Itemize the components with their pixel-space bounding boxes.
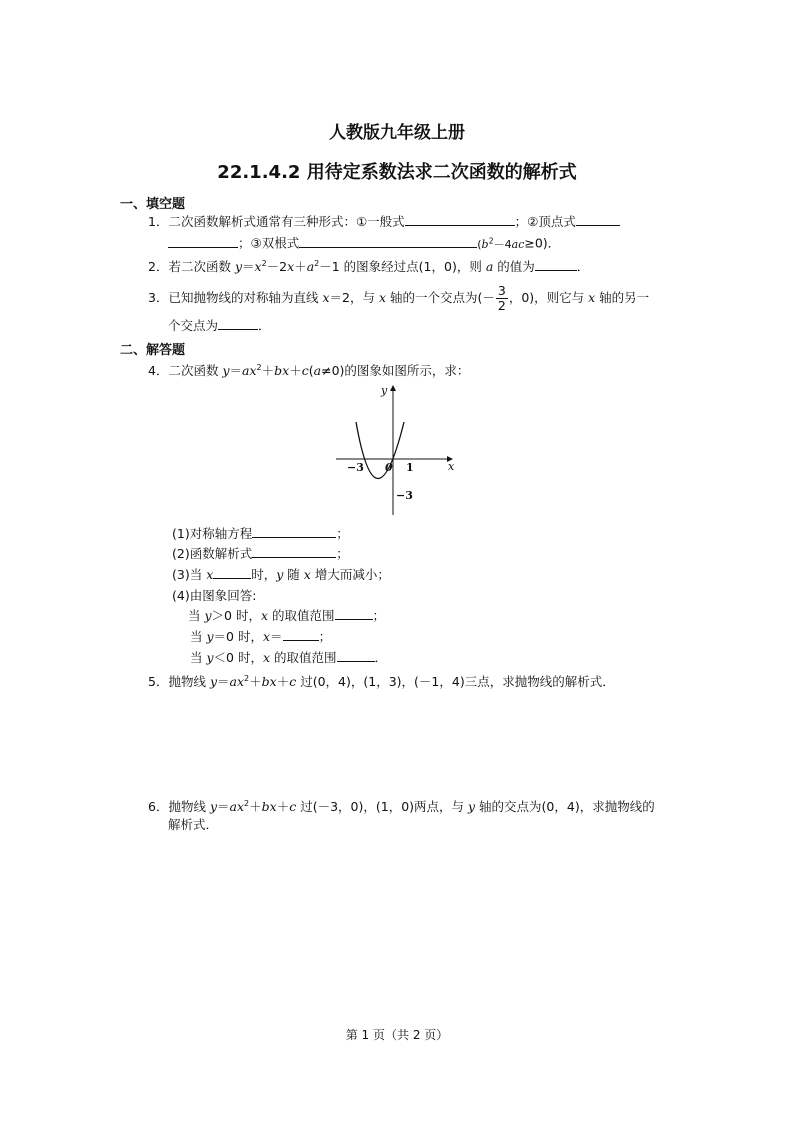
- q4-part-4: (4)由图象回答:: [172, 588, 257, 603]
- question-6-line-2: 解析式．: [168, 817, 219, 832]
- q4-part-3: (3)当 x 时，y 随 x 增大而减小；: [172, 567, 390, 582]
- question-1-line-2: ；③双根式 $(b^2-4ac\ge 0)$．: [168, 232, 560, 254]
- q4-part-2: (2)函数解析式 ；: [172, 546, 349, 561]
- q4-negative-range-blank[interactable]: [337, 649, 375, 662]
- question-4-stem: 4．二次函数 $y=ax^2+bx+c(a\ne 0)$的图象如图所示，求：: [148, 363, 470, 379]
- question-1-line-1: 1．二次函数解析式通常有三种形式：①一般式 ；②顶点式: [148, 213, 620, 231]
- q2-answer-blank[interactable]: [535, 258, 577, 271]
- section-fill-in-heading: 一、填空题: [120, 197, 186, 212]
- x-axis-label: x: [448, 460, 455, 473]
- q1-double-root-blank[interactable]: [299, 235, 477, 248]
- page-title: 人教版九年级上册: [329, 123, 465, 143]
- q1-vertex-form-blank-b[interactable]: [168, 235, 238, 248]
- q3-answer-blank[interactable]: [218, 317, 258, 330]
- q4-roots-blank[interactable]: [283, 628, 319, 641]
- q4-axis-blank[interactable]: [252, 525, 336, 538]
- section-answer-heading: 二、解答题: [120, 343, 186, 358]
- question-2: 2．若二次函数 $y=x^2-2x+a^2-1$ 的图象经过点(1，0)，则 a 的值为 ．: [148, 259, 590, 275]
- origin-label: 0: [385, 461, 393, 474]
- question-6-line-1: 6．抛物线 $y=ax^2+bx+c$ 过(－3，0)，(1，0)两点，与 y 轴的交点为(0，4)，求抛物线的: [148, 799, 655, 815]
- question-5: 5．抛物线 $y=ax^2+bx+c$ 过(0，4)，(1，3)，(－1，4)三点，求抛物线的解析式．: [148, 674, 615, 690]
- parabola-graph: [330, 380, 460, 520]
- q4-part-4c: 当 y＜0 时，x 的取值范围 ．: [190, 650, 388, 665]
- lesson-title: 22.1.4.2 用待定系数法求二次函数的解析式: [217, 162, 577, 183]
- question-3-line-2: 个交点为 ．: [168, 318, 271, 333]
- y-intercept-neg3-label: −3: [396, 489, 413, 502]
- x-intercept-1-label: 1: [406, 461, 414, 474]
- page-footer: 第 1 页（共 2 页）: [345, 1028, 449, 1042]
- question-3-line-1: 3．已知抛物线的对称轴为直线 x＝2，与 x 轴的一个交点为(－ $\frac{3}{2}$ ，0)，则它与 x 轴的另一: [148, 283, 650, 313]
- q4-part-4a: 当 y＞0 时，x 的取值范围 ；: [188, 608, 386, 623]
- q4-part-4b: 当 y＝0 时，x＝ ；: [190, 629, 332, 644]
- fraction-three-halves: $\frac{3}{2}$: [497, 283, 506, 313]
- q1-general-form-blank[interactable]: [405, 213, 515, 226]
- x-intercept-neg3-label: −3: [347, 461, 364, 474]
- y-axis-label: y: [381, 384, 388, 397]
- q4-expression-blank[interactable]: [252, 545, 336, 558]
- q4-decreasing-blank[interactable]: [213, 566, 251, 579]
- q1-vertex-form-blank-a[interactable]: [576, 213, 620, 226]
- q4-part-1: (1)对称轴方程 ；: [172, 526, 349, 541]
- q4-positive-range-blank[interactable]: [335, 607, 373, 620]
